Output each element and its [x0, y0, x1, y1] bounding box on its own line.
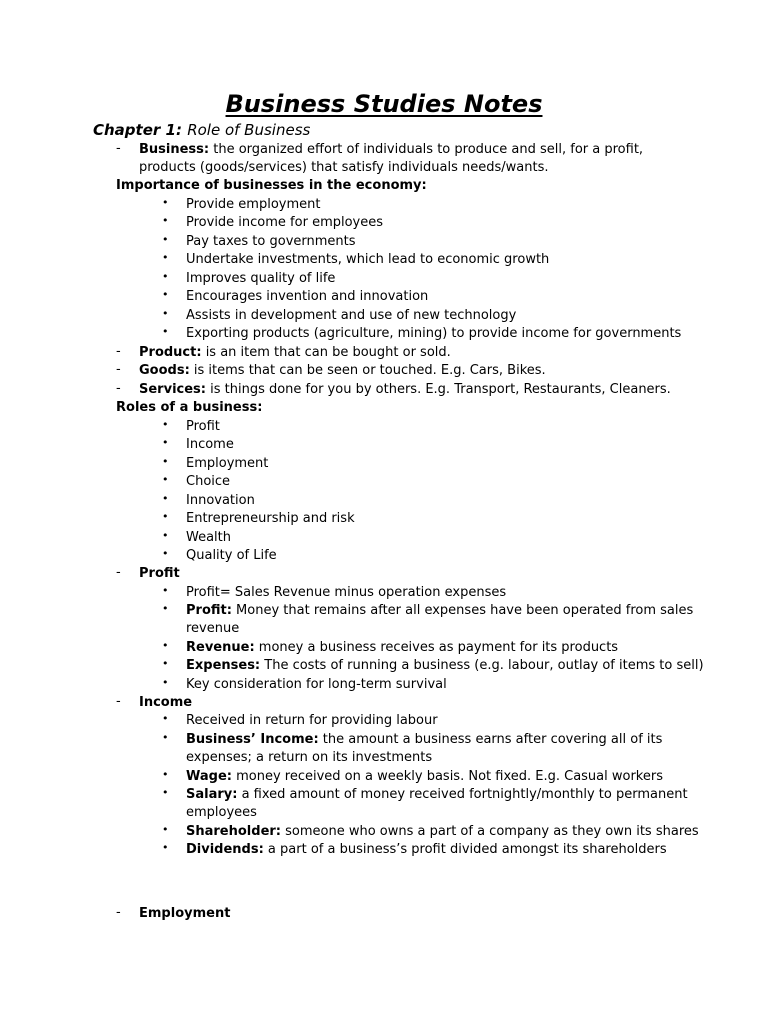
business-definition: Business: the organized effort of individuals to produce and sell, for a profit, — [139, 142, 644, 157]
dash-marker: - — [116, 362, 121, 377]
term: Business’ Income: — [186, 732, 319, 747]
term: Expenses: — [186, 658, 261, 673]
chapter-name: Role of Business — [187, 121, 311, 139]
profit-heading: Profit — [139, 566, 180, 581]
bullet: • — [162, 418, 169, 431]
dash-marker: - — [116, 694, 121, 709]
dash-marker: - — [116, 381, 121, 396]
bullet: • — [162, 325, 169, 338]
dash-marker: - — [116, 565, 121, 580]
list-item: Innovation — [186, 493, 255, 508]
list-item: Assists in development and use of new technology — [186, 308, 517, 323]
salary-definition: Salary: a fixed amount of money received fortnightly/monthly to permanent — [186, 787, 688, 802]
bullet: • — [162, 768, 169, 781]
bullet: • — [162, 823, 169, 836]
bullet: • — [162, 436, 169, 449]
bullet: • — [162, 492, 169, 505]
business-definition-cont: products (goods/services) that satisfy individuals needs/wants. — [139, 160, 549, 175]
goods-definition: Goods: is items that can be seen or touched. E.g. Cars, Bikes. — [139, 363, 546, 378]
revenue-definition: Revenue: money a business receives as payment for its products — [186, 640, 619, 655]
list-item: Exporting products (agriculture, mining) to provide income for governments — [186, 326, 682, 341]
bullet: • — [162, 731, 169, 744]
list-item: Employment — [186, 456, 269, 471]
services-definition: Services: is things done for you by others. E.g. Transport, Restaurants, Cleaners. — [139, 382, 671, 397]
chapter-label: Chapter 1: — [93, 121, 182, 139]
bullet: • — [162, 196, 169, 209]
profit-definition: Profit: Money that remains after all expenses have been operated from sales — [186, 603, 694, 618]
bullet: • — [162, 676, 169, 689]
income-heading: Income — [139, 695, 193, 710]
list-item: Provide employment — [186, 197, 321, 212]
dash-marker: - — [116, 141, 121, 156]
employment-heading: Employment — [139, 906, 231, 921]
term: Services: — [139, 382, 206, 397]
bullet: • — [162, 602, 169, 615]
shareholder-definition: Shareholder: someone who owns a part of a company as they own its shares — [186, 824, 699, 839]
bullet: • — [162, 510, 169, 523]
business-income-definition: Business’ Income: the amount a business earns after covering all of its — [186, 732, 663, 747]
business-income-cont: expenses; a return on its investments — [186, 750, 433, 765]
profit-definition-cont: revenue — [186, 621, 240, 636]
key-consideration: Key consideration for long-term survival — [186, 677, 447, 692]
wage-definition: Wage: money received on a weekly basis. Not fixed. E.g. Casual workers — [186, 769, 663, 784]
bullet: • — [162, 455, 169, 468]
list-item: Entrepreneurship and risk — [186, 511, 355, 526]
bullet: • — [162, 584, 169, 597]
bullet: • — [162, 712, 169, 725]
list-item: Income — [186, 437, 234, 452]
income-received: Received in return for providing labour — [186, 713, 438, 728]
list-item: Choice — [186, 474, 231, 489]
bullet: • — [162, 639, 169, 652]
term: Revenue: — [186, 640, 255, 655]
bullet: • — [162, 657, 169, 670]
importance-heading: Importance of businesses in the economy: — [116, 178, 427, 193]
bullet: • — [162, 547, 169, 560]
bullet: • — [162, 473, 169, 486]
expenses-definition: Expenses: The costs of running a business (e.g. labour, outlay of items to sell) — [186, 658, 704, 673]
list-item: Encourages invention and innovation — [186, 289, 429, 304]
term: Wage: — [186, 769, 232, 784]
dash-marker: - — [116, 344, 121, 359]
list-item: Profit — [186, 419, 220, 434]
profit-formula: Profit= Sales Revenue minus operation expenses — [186, 585, 507, 600]
bullet: • — [162, 233, 169, 246]
product-definition: Product: is an item that can be bought or sold. — [139, 345, 451, 360]
term: Dividends: — [186, 842, 264, 857]
bullet: • — [162, 841, 169, 854]
chapter-heading — [93, 120, 310, 140]
list-item: Improves quality of life — [186, 271, 336, 286]
roles-heading: Roles of a business: — [116, 400, 263, 415]
bullet: • — [162, 270, 169, 283]
document-title: Business Studies Notes — [225, 90, 543, 118]
list-item: Pay taxes to governments — [186, 234, 356, 249]
bullet: • — [162, 307, 169, 320]
term: Product: — [139, 345, 202, 360]
term: Salary: — [186, 787, 238, 802]
bullet: • — [162, 288, 169, 301]
bullet: • — [162, 251, 169, 264]
list-item: Wealth — [186, 530, 232, 545]
term: Business: — [139, 142, 210, 157]
term: Shareholder: — [186, 824, 281, 839]
salary-definition-cont: employees — [186, 805, 257, 820]
bullet: • — [162, 786, 169, 799]
term: Profit: — [186, 603, 232, 618]
list-item: Provide income for employees — [186, 215, 384, 230]
bullet: • — [162, 529, 169, 542]
dash-marker: - — [116, 905, 121, 920]
dividends-definition: Dividends: a part of a business’s profit divided amongst its shareholders — [186, 842, 667, 857]
list-item: Quality of Life — [186, 548, 277, 563]
term: Goods: — [139, 363, 190, 378]
list-item: Undertake investments, which lead to economic growth — [186, 252, 550, 267]
bullet: • — [162, 214, 169, 227]
